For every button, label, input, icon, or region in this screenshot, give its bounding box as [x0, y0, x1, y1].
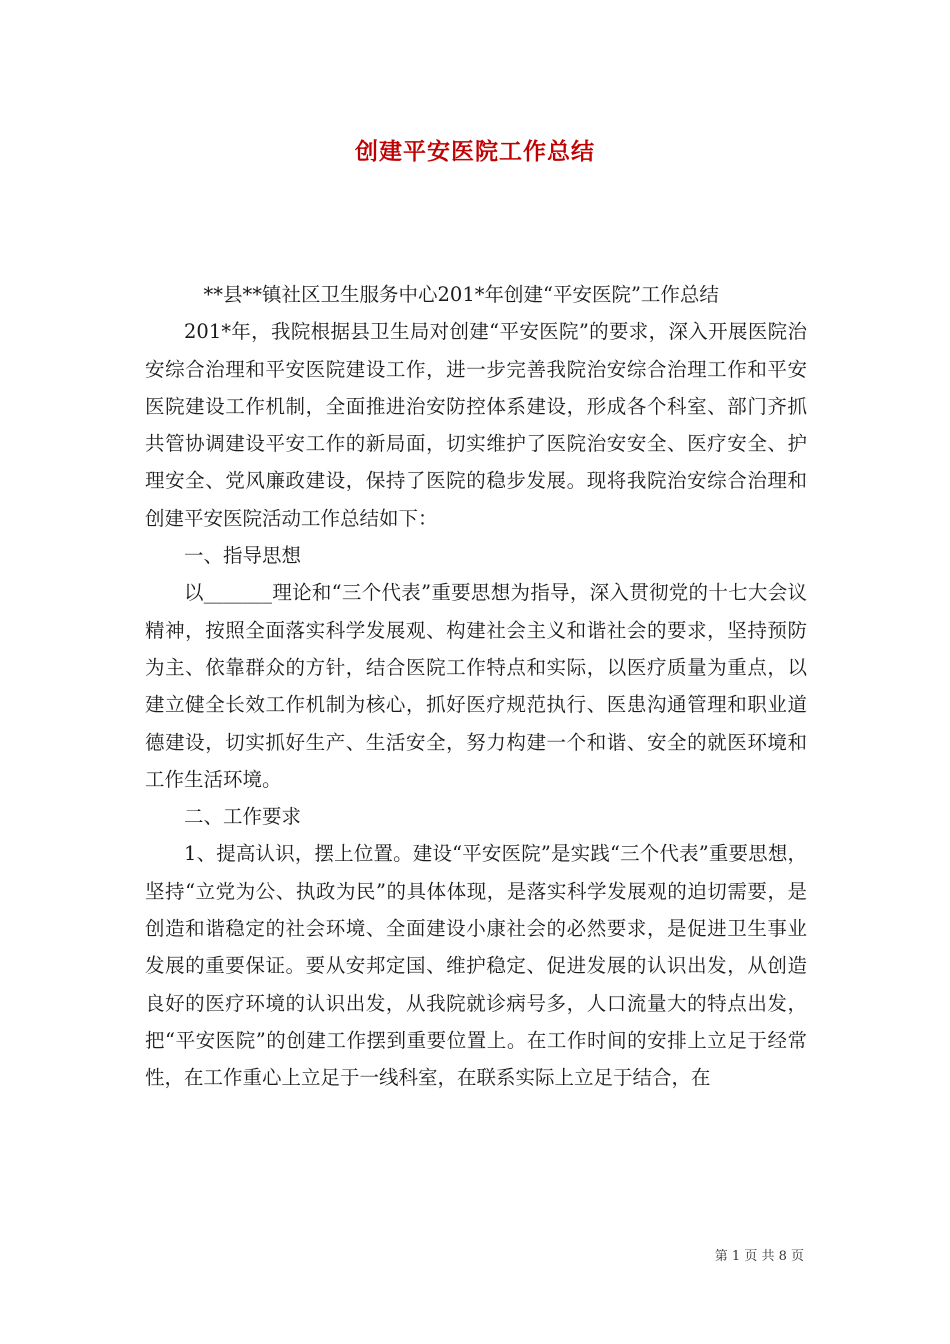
- paragraph-summary: 201*年，我院根据县卫生局对创建“平安医院”的要求，深入开展医院治安综合治理和平安医院建设工作，进一步完善我院治安综合治理工作和平安医院建设工作机制，全面推进治安防控体系建设，形成各个科室、部门齐抓共管协调建设平安工作的新局面，切实维护了医院治安安全、医疗安全、护理安全、党风廉政建设，保持了医院的稳步发展。现将我院治安综合治理和创建平安医院活动工作总结如下：: [145, 320, 807, 530]
- paragraph-guiding-thought: 以_______理论和“三个代表”重要思想为指导，深入贯彻党的十七大会议精神，按照全面落实科学发展观、构建社会主义和谐社会的要求，坚持预防为主、依靠群众的方针，结合医院工作特点和实际，以医疗质量为重点，以建立健全长效工作机制为核心，抓好医疗规范执行、医患沟通管理和职业道德建设，切实抓好生产、生活安全，努力构建一个和谐、安全的就医环境和工作生活环境。: [145, 581, 807, 791]
- page-number: 第 1 页 共 8 页: [714, 1249, 804, 1264]
- section-heading-guiding-thought: 一、指导思想: [184, 544, 302, 568]
- paragraph-requirement-1: 1、提高认识，摆上位置。建设“平安医院”是实践“三个代表”重要思想，坚持“立党为公、执政为民”的具体体现，是落实科学发展观的迫切需要，是创造和谐稳定的社会环境、全面建设小康社会的必然要求，是促进卫生事业发展的重要保证。要从安邦定国、维护稳定、促进发展的认识出发，从创造良好的医疗环境的认识出发，从我院就诊病号多，人口流量大的特点出发，把“平安医院”的创建工作摆到重要位置上。在工作时间的安排上立足于经常性，在工作重心上立足于一线科室，在联系实际上立足于结合，在: [145, 842, 807, 1090]
- section-heading-work-requirements: 二、工作要求: [184, 805, 302, 829]
- document-body: [145, 276, 807, 1097]
- document-title: 创建平安医院工作总结: [355, 138, 595, 165]
- paragraph-intro: **县**镇社区卫生服务中心201*年创建“平安医院”工作总结: [203, 283, 719, 306]
